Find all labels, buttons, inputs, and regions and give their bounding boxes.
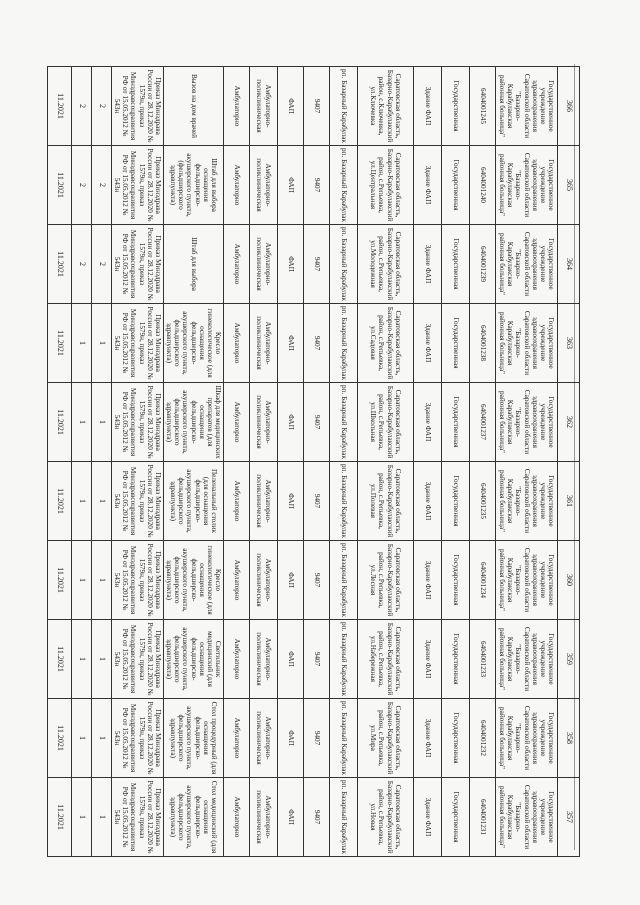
cell-num: 359	[558, 620, 580, 699]
cell-owner: Государственное учреждение здравоохранения Саратовской области "Базарно-Карабулакская районная больница"	[496, 225, 558, 304]
cell-q2: 2	[72, 146, 92, 225]
cell-ownership: Государственная	[442, 304, 470, 383]
cell-owner: Государственное учреждение здравоохранения Саратовской области "Базарно-Карабулакская районная больница"	[496, 462, 558, 541]
cell-care: Амбулаторно-поликлиническая	[250, 304, 278, 383]
cell-address: Саратовская область, Базарно-Карабулакский район, с.Репьевка, ул.Мира	[358, 699, 414, 778]
cell-care: Амбулаторно-поликлиническая	[250, 620, 278, 699]
table-row-num	[558, 67, 580, 857]
cell-date: 11.2021	[48, 620, 72, 699]
cell-owner: Государственное учреждение здравоохранения Саратовской области "Базарно-Карабулакская районная больница"	[496, 67, 558, 146]
cell-date: 11.2021	[48, 383, 72, 462]
cell-owner: Государственное учреждение здравоохранения Саратовской области "Базарно-Карабулакская районная больница"	[496, 383, 558, 462]
cell-building: Здание ФАП	[414, 462, 442, 541]
cell-locality: рп. Базарный Карабулак	[330, 225, 358, 304]
cell-conditions: Амбулаторно	[224, 541, 250, 620]
cell-inn: 6404001233	[470, 620, 496, 699]
cell-num: 360	[558, 541, 580, 620]
cell-q2: 1	[72, 541, 92, 620]
cell-code: 9407	[304, 699, 330, 778]
cell-code: 9407	[304, 620, 330, 699]
cell-q1: 2	[92, 225, 112, 304]
cell-building: Здание ФАП	[414, 778, 442, 857]
table-row-building	[414, 67, 442, 857]
cell-q2: 1	[72, 699, 92, 778]
cell-address: Саратовская область, Базарно-Карабулакский район, с.Репьевка, ул.Набережная	[358, 620, 414, 699]
cell-conditions: Амбулаторно	[224, 383, 250, 462]
cell-locality: рп. Базарный Карабулак	[330, 778, 358, 857]
cell-conditions: Амбулаторно	[224, 620, 250, 699]
cell-type: ФАП	[278, 462, 304, 541]
cell-locality: рп. Базарный Карабулак	[330, 462, 358, 541]
cell-locality: рп. Базарный Карабулак	[330, 383, 358, 462]
cell-owner: Государственное учреждение здравоохранения Саратовской области "Базарно-Карабулакская районная больница"	[496, 541, 558, 620]
cell-type: ФАП	[278, 304, 304, 383]
cell-building: Здание ФАП	[414, 304, 442, 383]
cell-q2: 1	[72, 462, 92, 541]
cell-type: ФАП	[278, 67, 304, 146]
cell-basis: Приказ Минздрава России от 28.12.2020 № 1579н, приказ Минздравсоцразвития РФ от 15.05.2012 № 543н	[112, 146, 164, 225]
cell-conditions: Амбулаторно	[224, 67, 250, 146]
cell-date: 11.2021	[48, 146, 72, 225]
cell-owner: Государственное учреждение здравоохранения Саратовской области "Базарно-Карабулакская районная больница"	[496, 146, 558, 225]
cell-building: Здание ФАП	[414, 67, 442, 146]
cell-address: Саратовская область, Базарно-Карабулакский район, с.Репьевка, ул.Центральная	[358, 146, 414, 225]
cell-basis: Приказ Минздрава России от 28.12.2020 № 1579н, приказ Минздравсоцразвития РФ от 15.05.2012 № 543н	[112, 620, 164, 699]
cell-care: Амбулаторно-поликлиническая	[250, 699, 278, 778]
cell-conditions: Амбулаторно	[224, 462, 250, 541]
cell-profile: Кресло гинекологическое (для оснащения фельдшерско-акушерского пункта, фельдшерского здравпункта)	[164, 304, 224, 383]
cell-q2: 2	[72, 225, 92, 304]
cell-q1: 1	[92, 620, 112, 699]
cell-address: Саратовская область, Базарно-Карабулакский район, с.Ключевка, ул.Ключевка	[358, 67, 414, 146]
table-row-q2	[72, 67, 92, 857]
cell-building: Здание ФАП	[414, 146, 442, 225]
cell-care: Амбулаторно-поликлиническая	[250, 383, 278, 462]
table-row-q1	[92, 67, 112, 857]
table-row-code	[304, 67, 330, 857]
cell-code: 9407	[304, 304, 330, 383]
cell-basis: Приказ Минздрава России от 28.12.2020 № 1579н, приказ Минздравсоцразвития РФ от 15.05.2012 № 543н	[112, 383, 164, 462]
cell-num: 362	[558, 383, 580, 462]
rotated-table-wrapper	[55, 66, 580, 854]
cell-conditions: Амбулаторно	[224, 304, 250, 383]
cell-profile: Стол процедурный (для оснащения фельдшерско-акушерского пункта, фельдшерского здравпункта)	[164, 699, 224, 778]
cell-basis: Приказ Минздрава России от 28.12.2020 № 1579н, приказ Минздравсоцразвития РФ от 15.05.2012 № 543н	[112, 304, 164, 383]
cell-num: 358	[558, 699, 580, 778]
cell-locality: рп. Базарный Карабулак	[330, 699, 358, 778]
cell-q1: 1	[92, 699, 112, 778]
cell-profile: Кресло гинекологическое (для оснащения фельдшерско-акушерского пункта, фельдшерского здравпункта)	[164, 541, 224, 620]
cell-inn: 6404001232	[470, 699, 496, 778]
cell-q1: 2	[92, 67, 112, 146]
cell-address: Саратовская область, Базарно-Карабулакский район, с.Репьевка, ул.Лесная	[358, 541, 414, 620]
cell-basis: Приказ Минздрава России от 28.12.2020 № 1579н, приказ Минздравсоцразвития РФ от 15.05.2012 № 543н	[112, 462, 164, 541]
cell-type: ФАП	[278, 699, 304, 778]
cell-care: Амбулаторно-поликлиническая	[250, 462, 278, 541]
cell-code: 9407	[304, 146, 330, 225]
cell-type: ФАП	[278, 383, 304, 462]
cell-basis: Приказ Минздрава России от 28.12.2020 № 1579н, приказ Минздравсоцразвития РФ от 15.05.2012 № 543н	[112, 541, 164, 620]
cell-address: Саратовская область, Базарно-Карабулакский район, с.Репьевка, ул.Школьная	[358, 383, 414, 462]
cell-ownership: Государственная	[442, 225, 470, 304]
cell-locality: рп. Базарный Карабулак	[330, 541, 358, 620]
cell-care: Амбулаторно-поликлиническая	[250, 541, 278, 620]
cell-ownership: Государственная	[442, 67, 470, 146]
table-row-address	[358, 67, 414, 857]
cell-building: Здание ФАП	[414, 699, 442, 778]
cell-type: ФАП	[278, 541, 304, 620]
cell-date: 11.2021	[48, 304, 72, 383]
table-row-conditions	[224, 67, 250, 857]
cell-code: 9407	[304, 383, 330, 462]
cell-owner: Государственное учреждение здравоохранения Саратовской области "Базарно-Карабулакская районная больница"	[496, 620, 558, 699]
cell-date: 11.2021	[48, 778, 72, 857]
cell-date: 11.2021	[48, 462, 72, 541]
cell-profile: Штаб для выбора	[164, 225, 224, 304]
cell-locality: рп. Базарный Карабулак	[330, 146, 358, 225]
cell-ownership: Государственная	[442, 699, 470, 778]
cell-ownership: Государственная	[442, 620, 470, 699]
table-row-owner	[496, 67, 558, 857]
cell-q1: 1	[92, 462, 112, 541]
table-row-basis	[112, 67, 164, 857]
cell-owner: Государственное учреждение здравоохранения Саратовской области "Базарно-Карабулакская районная больница"	[496, 778, 558, 857]
cell-code: 9407	[304, 462, 330, 541]
cell-locality: рп. Базарный Карабулак	[330, 304, 358, 383]
cell-ownership: Государственная	[442, 383, 470, 462]
cell-owner: Государственное учреждение здравоохранения Саратовской области "Базарно-Карабулакская районная больница"	[496, 304, 558, 383]
cell-address: Саратовская область, Базарно-Карабулакский район, с.Репьевка, ул.Молодежная	[358, 225, 414, 304]
cell-building: Здание ФАП	[414, 225, 442, 304]
cell-basis: Приказ Минздрава России от 28.12.2020 № 1579н, приказ Минздравсоцразвития РФ от 15.05.2012 № 543н	[112, 699, 164, 778]
cell-care: Амбулаторно-поликлиническая	[250, 67, 278, 146]
table-row-inn	[470, 67, 496, 857]
cell-basis: Приказ Минздрава России от 28.12.2020 № 1579н, приказ Минздравсоцразвития РФ от 15.05.2012 № 543н	[112, 225, 164, 304]
cell-type: ФАП	[278, 620, 304, 699]
cell-basis: Приказ Минздрава России от 28.12.2020 № 1579н, приказ Минздравсоцразвития РФ от 15.05.2012 № 543н	[112, 67, 164, 146]
cell-type: ФАП	[278, 146, 304, 225]
cell-num: 365	[558, 146, 580, 225]
cell-q2: 1	[72, 304, 92, 383]
table-row-date	[48, 67, 72, 857]
cell-q1: 2	[92, 146, 112, 225]
cell-q2: 1	[72, 383, 92, 462]
cell-profile: Светильник медицинский (для оснащения фельдшерско-акушерского пункта, фельдшерского здравпункта)	[164, 620, 224, 699]
cell-type: ФАП	[278, 778, 304, 857]
cell-q2: 1	[72, 620, 92, 699]
cell-locality: рп. Базарный Карабулак	[330, 620, 358, 699]
cell-ownership: Государственная	[442, 462, 470, 541]
table-row-ownership	[442, 67, 470, 857]
cell-code: 9407	[304, 225, 330, 304]
cell-ownership: Государственная	[442, 778, 470, 857]
cell-inn: 6404001239	[470, 225, 496, 304]
cell-inn: 6404001235	[470, 462, 496, 541]
table-row-type	[278, 67, 304, 857]
cell-date: 11.2021	[48, 699, 72, 778]
cell-basis: Приказ Минздрава России от 28.12.2020 № 1579н, приказ Минздравсоцразвития РФ от 15.05.2012 № 543н	[112, 778, 164, 857]
cell-conditions: Амбулаторно	[224, 699, 250, 778]
cell-num: 361	[558, 462, 580, 541]
cell-code: 9407	[304, 541, 330, 620]
cell-conditions: Амбулаторно	[224, 146, 250, 225]
cell-num: 366	[558, 67, 580, 146]
cell-building: Здание ФАП	[414, 383, 442, 462]
cell-building: Здание ФАП	[414, 541, 442, 620]
cell-inn: 6404001240	[470, 146, 496, 225]
cell-q1: 1	[92, 778, 112, 857]
cell-conditions: Амбулаторно	[224, 778, 250, 857]
cell-inn: 6404001245	[470, 67, 496, 146]
cell-q1: 1	[92, 383, 112, 462]
cell-q2: 2	[72, 67, 92, 146]
cell-num: 363	[558, 304, 580, 383]
cell-code: 9407	[304, 67, 330, 146]
cell-profile: Вызов на дом врачей	[164, 67, 224, 146]
cell-care: Амбулаторно-поликлиническая	[250, 146, 278, 225]
cell-profile: Пеленальный столик (для оснащения фельдшерско-акушерского пункта, фельдшерского здравпункта)	[164, 462, 224, 541]
cell-q1: 1	[92, 304, 112, 383]
cell-address: Саратовская область, Базарно-Карабулакский район, с.Репьевка, ул.Новая	[358, 778, 414, 857]
cell-care: Амбулаторно-поликлиническая	[250, 225, 278, 304]
cell-date: 11.2021	[48, 541, 72, 620]
equipment-table	[47, 66, 580, 857]
cell-owner: Государственное учреждение здравоохранения Саратовской области "Базарно-Карабулакская районная больница"	[496, 699, 558, 778]
cell-inn: 6404001238	[470, 304, 496, 383]
table-row-locality	[330, 67, 358, 857]
cell-profile: Стол медицинский (для оснащения фельдшерско-акушерского пункта, фельдшерского здравпункта)	[164, 778, 224, 857]
cell-building: Здание ФАП	[414, 620, 442, 699]
cell-q1: 1	[92, 541, 112, 620]
cell-ownership: Государственная	[442, 541, 470, 620]
cell-ownership: Государственная	[442, 146, 470, 225]
cell-inn: 6404001231	[470, 778, 496, 857]
cell-inn: 6404001234	[470, 541, 496, 620]
cell-q2: 1	[72, 778, 92, 857]
cell-code: 9407	[304, 778, 330, 857]
table-row-care	[250, 67, 278, 857]
cell-type: ФАП	[278, 225, 304, 304]
cell-num: 357	[558, 778, 580, 857]
cell-profile: Штаб для выбора оснащения фельдшерско-акушерского пункта, (фельдшерского здравпункта)	[164, 146, 224, 225]
cell-care: Амбулаторно-поликлиническая	[250, 778, 278, 857]
cell-date: 11.2021	[48, 67, 72, 146]
cell-locality: рп. Базарный Карабулак	[330, 67, 358, 146]
cell-date: 11.2021	[48, 225, 72, 304]
cell-address: Саратовская область, Базарно-Карабулакский район, с.Репьевка, ул.Полевая	[358, 462, 414, 541]
cell-profile: Шкаф для медицинских препаратов (для оснащения фельдшерско-акушерского пункта, фельдшерского здравпункта)	[164, 383, 224, 462]
cell-num: 364	[558, 225, 580, 304]
cell-inn: 6404001237	[470, 383, 496, 462]
table-row-profile	[164, 67, 224, 857]
cell-address: Саратовская область, Базарно-Карабулакский район, с.Репьевка, ул.Садовая	[358, 304, 414, 383]
cell-conditions: Амбулаторно	[224, 225, 250, 304]
